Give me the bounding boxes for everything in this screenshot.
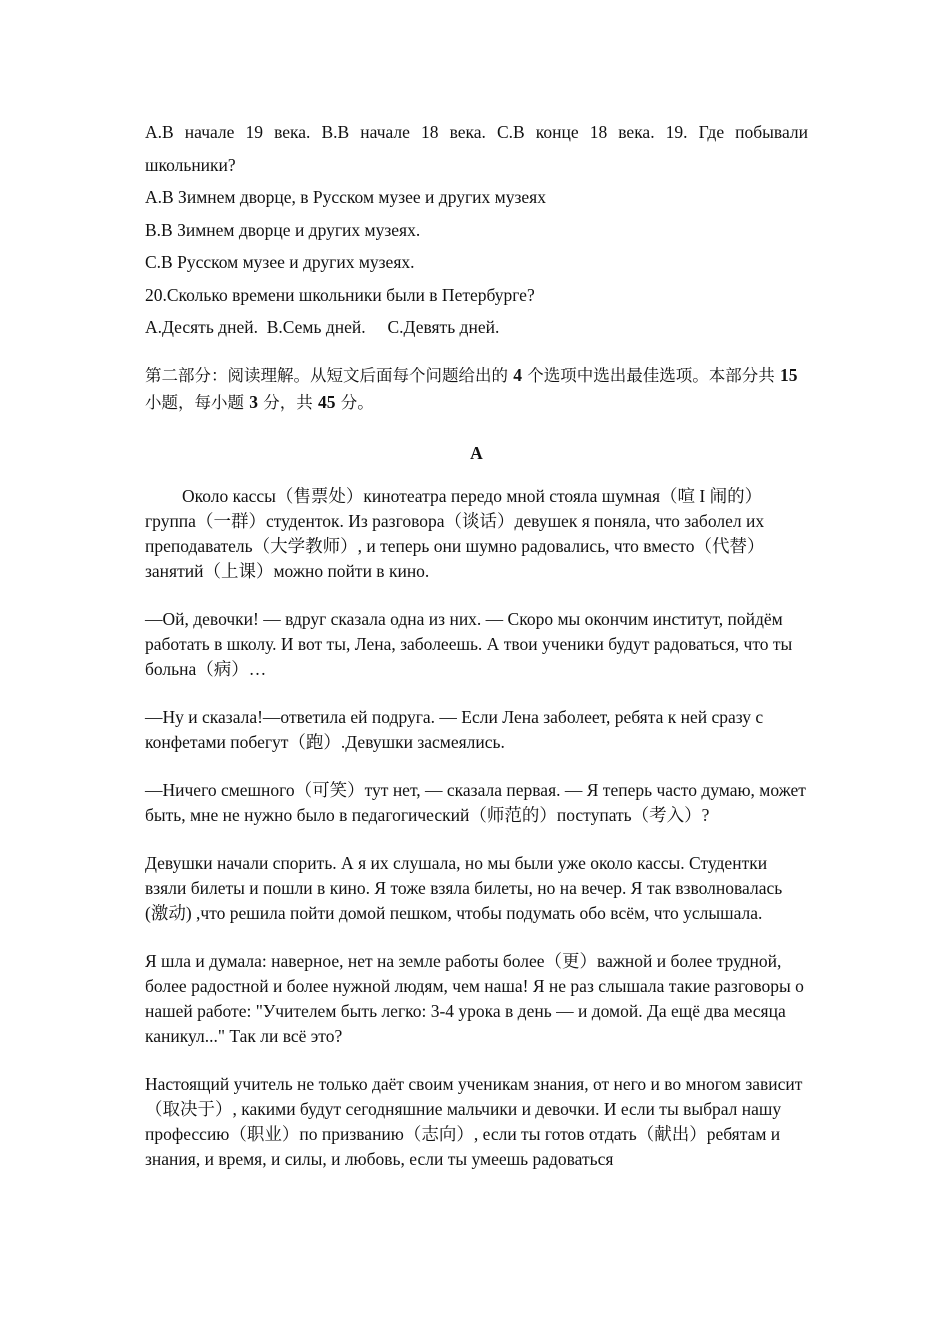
section-heading-text-4: 分，共 (263, 392, 313, 412)
passage-paragraph: —Ничего смешного（可笑）тут нет, — сказала первая. — Я теперь часто думаю, может быть, мне не нужно было в педагогический（师范的）поступать（考入）? (145, 779, 806, 825)
question-19-option-b: B.В Зимнем дворце и других музеях. (145, 219, 421, 240)
section-heading-text-5: 分。 (340, 392, 374, 412)
section-points-each: 3 (249, 391, 258, 412)
passage-title: A (470, 442, 483, 463)
passage-paragraph: Настоящий учитель не только даёт своим ученикам знания, от него и во многом зависит（取决于）, какими будут сегодняшние мальчики и девочки. И если ты выбрал нашу профессию（职业）по призванию（志向）, если ты готов отдать（献出）ребятам и знания, и время, и силы, и любовь, если ты умеешь радоваться (145, 1073, 803, 1169)
question-19-option-c: C.В Русском музее и других музеях. (145, 252, 415, 272)
section-num-questions: 15 (780, 364, 798, 385)
section-heading-text-1: 第二部分：阅读理解。从短文后面每个问题给出的 (145, 365, 508, 385)
passage-paragraph: Около кассы（售票处）кинотеатра передо мной стояла шумная（喧 I 闹的）группа（一群）студенток. Из разговора（谈话）девушек я поняла, что заболел их преподаватель（大学教师）, и теперь они шумно радовались, что вместо（代替）занятий（上课）можно пойти в кино. (145, 485, 765, 581)
question-20-options: A.Десять дней. B.Семь дней. C.Девять дней. (145, 317, 500, 337)
passage-paragraph: —Ой, девочки! — вдруг сказала одна из них. — Скоро мы окончим институт, пойдём работать в школу. И вот ты, Лена, заболеешь. А твои ученики будут радоваться, что ты больна（病）… (145, 608, 793, 679)
section-heading-text-2: 个选项中选出最佳选项。本部分共 (527, 365, 775, 385)
passage-paragraph: Девушки начали спорить. А я их слушала, но мы были уже около кассы. Студентки взяли билеты и пошли в кино. Я тоже взяла билеты, но на вечер. Я так взволновалась (激动) ,что решила пойти домой пешком, чтобы подумать обо всём, что услышала. (145, 852, 783, 923)
question-20-text: 20.Сколько времени школьники были в Петербурге? (145, 284, 535, 305)
question-18-options-line: A.В начале 19 века. B.В начале 18 века. C.В конце 18 века. 19. Где побывали (145, 122, 808, 142)
question-19-option-a: A.В Зимнем дворце, в Русском музее и других музеях (145, 187, 546, 207)
passage-paragraph: Я шла и думала: наверное, нет на земле работы более（更）важной и более трудной, более радостной и более нужной людям, чем наша! Я не раз слышала такие разговоры о нашей работе: "Учителем быть легко: 3-4 урока в день — и домой. Да ещё два месяца каникул..." Так ли всё это? (145, 950, 804, 1046)
section-heading-text-3: 小题，每小题 (145, 392, 244, 412)
question-19-continuation: школьники? (145, 154, 236, 175)
document-page (145, 116, 808, 1172)
section-points-total: 45 (318, 391, 336, 412)
section-num-options: 4 (513, 364, 522, 385)
section-heading (145, 362, 808, 416)
passage-paragraph: —Ну и сказала!—ответила ей подруга. — Если Лена заболеет, ребята к ней сразу с конфетами побегут（跑）.Девушки засмеялись. (145, 706, 764, 752)
